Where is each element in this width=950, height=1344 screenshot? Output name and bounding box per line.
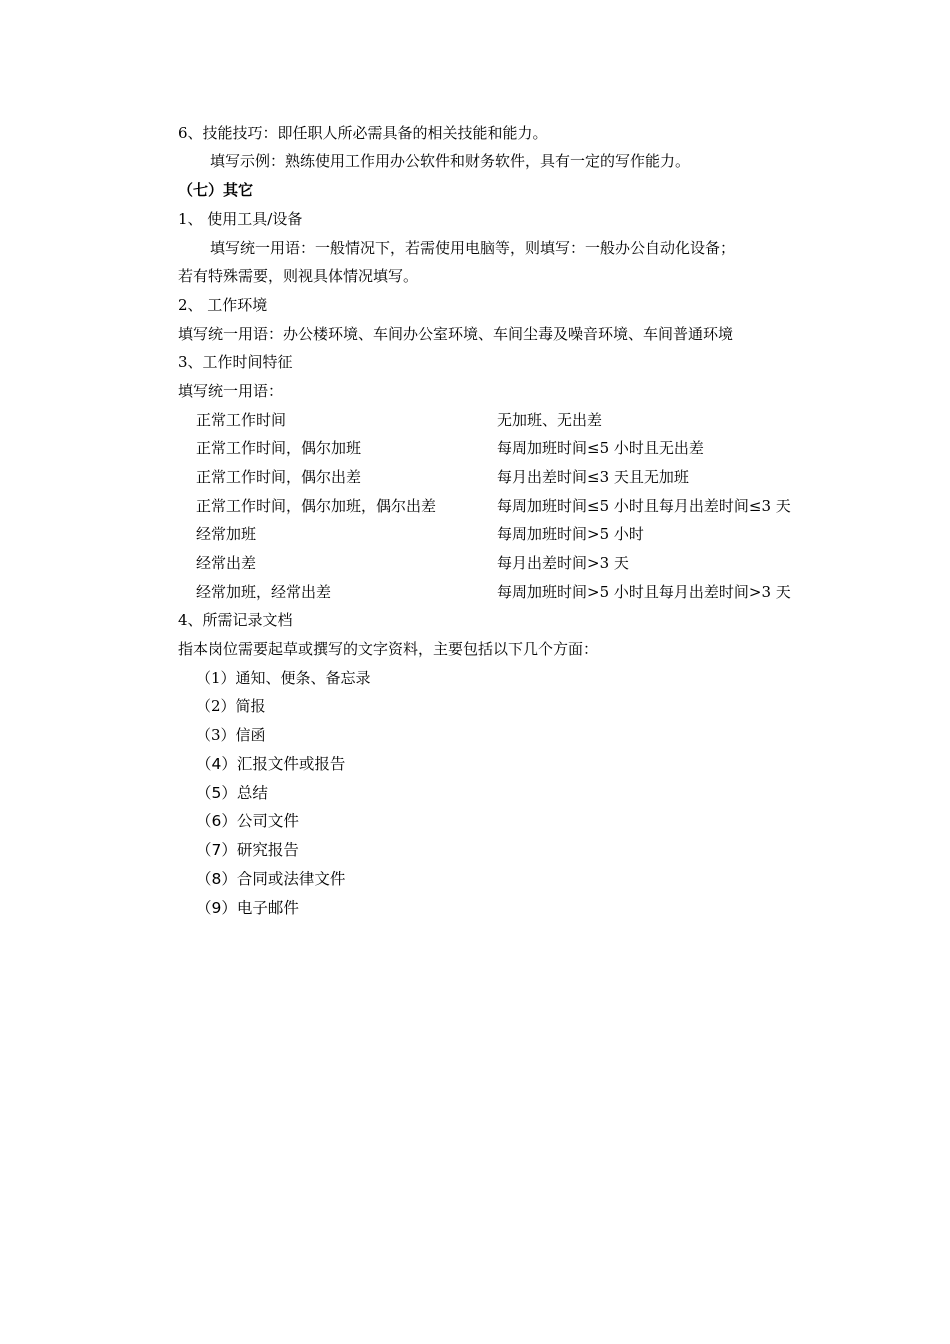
time-row-left: 正常工作时间 (196, 411, 287, 429)
item1-title: 1、 使用工具/设备 (178, 210, 303, 228)
item4-intro: 指本岗位需要起草或撰写的文字资料，主要包括以下几个方面： (178, 640, 599, 658)
item2-title: 2、 工作环境 (178, 296, 268, 314)
time-row-right: 每月出差时间>3 天 (497, 554, 629, 572)
doc-list-item: （1）通知、便条、备忘录 (196, 669, 371, 687)
doc-list-item: （6）公司文件 (196, 812, 299, 830)
time-row-right: 每周加班时间>5 小时且每月出差时间>3 天 (497, 583, 791, 601)
doc-list-item: （3）信函 (196, 726, 266, 744)
time-row-left: 经常加班，经常出差 (196, 583, 332, 601)
time-row-left: 正常工作时间，偶尔出差 (196, 468, 362, 486)
time-row-right: 每月出差时间≤3 天且无加班 (497, 468, 689, 486)
section6-example: 填写示例：熟练使用工作用办公软件和财务软件，具有一定的写作能力。 (210, 152, 691, 170)
item3-title: 3、工作时间特征 (178, 353, 293, 371)
doc-list-item: （5）总结 (196, 784, 268, 802)
item4-title: 4、所需记录文档 (178, 611, 293, 629)
doc-list-item: （4）汇报文件或报告 (196, 755, 346, 773)
time-row-left: 正常工作时间，偶尔加班，偶尔出差 (196, 497, 437, 515)
item1-line2: 若有特殊需要，则视具体情况填写。 (178, 267, 419, 285)
time-row-left: 经常加班 (196, 525, 257, 543)
section6-heading: 6、技能技巧：即任职人所必需具备的相关技能和能力。 (178, 124, 548, 142)
time-row-right: 每周加班时间>5 小时 (497, 525, 644, 543)
time-row-left: 正常工作时间，偶尔加班 (196, 439, 362, 457)
time-row-right: 无加班、无出差 (497, 411, 603, 429)
doc-list-item: （7）研究报告 (196, 841, 299, 859)
time-row-right: 每周加班时间≤5 小时且每月出差时间≤3 天 (497, 497, 791, 515)
time-row-right: 每周加班时间≤5 小时且无出差 (497, 439, 704, 457)
doc-list-item: （9）电子邮件 (196, 899, 299, 917)
doc-list-item: （8）合同或法律文件 (196, 870, 346, 888)
doc-list-item: （2）简报 (196, 697, 266, 715)
time-row-left: 经常出差 (196, 554, 257, 572)
item1-line1: 填写统一用语：一般情况下，若需使用电脑等，则填写：一般办公自动化设备； (210, 239, 736, 257)
section7-heading: （七）其它 (178, 181, 254, 199)
item3-intro: 填写统一用语： (178, 382, 284, 400)
item2-line1: 填写统一用语：办公楼环境、车间办公室环境、车间尘毒及噪音环境、车间普通环境 (178, 325, 734, 343)
